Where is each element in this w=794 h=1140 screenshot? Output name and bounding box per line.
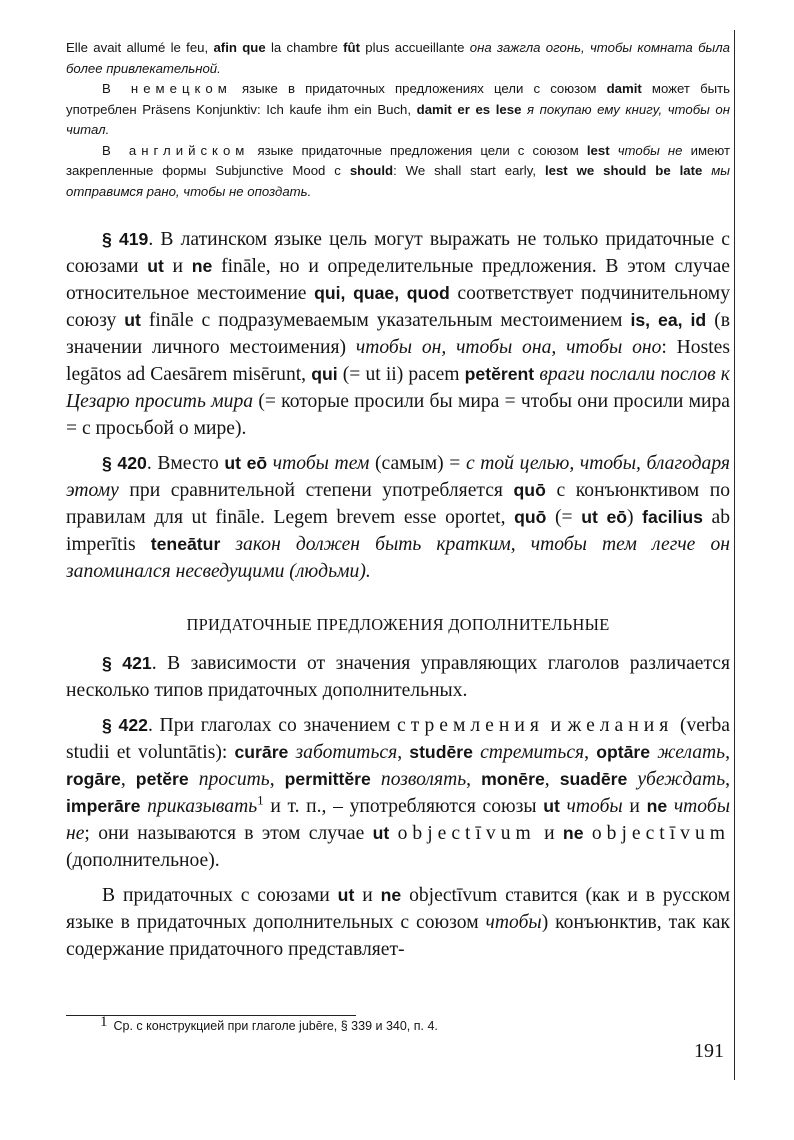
page-edge-rule (734, 30, 735, 1080)
page-number: 191 (694, 1040, 724, 1062)
paragraph-419: § 419. В латинском языке цель могут выражать не только придаточные с союзами ut и ne finālе, но и определительные предложения. В этом случае относительное местоимение qui, quae, quod соответствует подчинительному союзу ut finālе с подразумеваемым указательным местоимением is, ea, id (в значении личного местоимения) чтобы он, чтобы она, чтобы оно: Hostes legātos ad Caesārem misērunt, qui (= ut ii) pacem petĕrent враги послали послов к Цезарю просить мира (= которые просили бы мира = чтобы они просили мира = с просьбой о мире). (66, 229, 731, 439)
footnote-marker: 1 (257, 792, 264, 808)
footnote-separator (66, 1015, 356, 1016)
section-heading: ПРИДАТОЧНЫЕ ПРЕДЛОЖЕНИЯ ДОПОЛНИТЕЛЬНЫЕ (186, 615, 610, 634)
note-block (66, 38, 730, 202)
footnote: $^1$ Ср. с конструкцией при глаголе jubēre, § 339 и 340, п. 4. (100, 1014, 438, 1033)
paragraph-420: § 420. Вместо ut eō чтобы тем (самым) = с той целью, чтобы, благодаря этому при сравнительной степени употребляется quō с конъюнктивом по правилам для ut finālе. Legem brevem esse oportet, quō (= ut eō) facilius ab imperītis teneātur закон должен быть кратким, чтобы тем легче он запоминался несведущими (людьми). (66, 453, 730, 582)
section-number: § 420 (102, 453, 147, 473)
note-german: В немецком языке в придаточных предложениях цели с союзом damit может быть употреблен Präsens Konjunktiv: Ich kaufe ihm ein Buch, damit er es lese я покупаю ему книгу, чтобы он читал. (66, 81, 731, 137)
paragraph-422: § 422. При глаголах со значением стремления и желания (verba studii et voluntātis): curāre заботиться, studēre стремиться, optāre желать, rogāre, petĕre просить, permittĕre позволять, monēre, suadēre убеждать, imperāre приказывать$^1$ и т. п., – употребляются союзы ut чтобы и ne чтобы не; они называются в этом случае ut objectīvum и ne objectīvum (дополнительное). (66, 715, 731, 871)
paragraph-continuation: В придаточных с союзами ut и ne objectīvum ставится (как и в русском языке в придаточных дополнительных с союзом чтобы) конъюнктив, так как содержание придаточного представляет- (66, 885, 730, 960)
note-french: Elle avait allumé le feu, afin que la chambre fût plus accueillante она зажгла огонь, чтобы комната была более привлекательной. (66, 40, 730, 76)
section-number: § 421 (102, 653, 152, 673)
section-number: § 419 (102, 229, 149, 249)
paragraph-421: § 421. В зависимости от значения управляющих глаголов различается несколько типов придаточных дополнительных. (66, 653, 730, 701)
page-body (66, 38, 730, 963)
note-english: В английском языке придаточные предложения цели с союзом lest чтобы не имеют закрепленные формы Subjunctive Mood с should: We shall start early, lest we should be late мы отправимся рано, чтобы не опоздать. (66, 142, 731, 199)
main-text (66, 226, 730, 963)
section-number: § 422 (102, 715, 148, 735)
